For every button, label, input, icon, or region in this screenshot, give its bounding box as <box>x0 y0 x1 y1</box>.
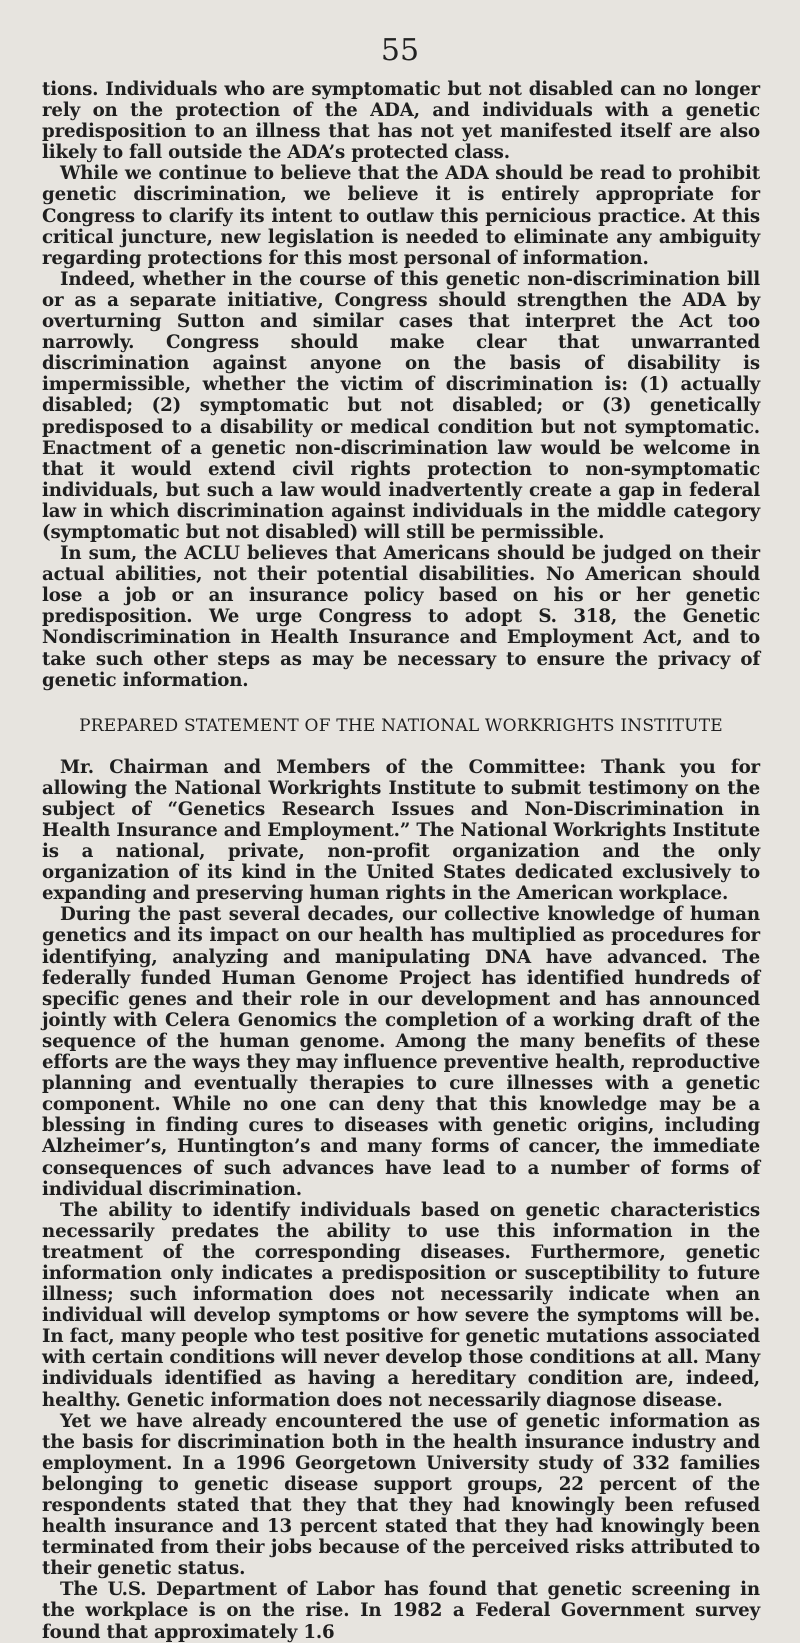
paragraph-intro: Mr. Chairman and Members of the Committee: Thank you for allowing the National Workrights Institute to submit testimony on the subject of “Genetics Research Issues and Non-Discrimination in Health Insurance and Employment.” The National Workrights Institute is a national, private, non-profit organization and the only organization of its kind in the United States dedicated exclusively to expanding and preserving human rights in the American workplace. <box>42 756 760 905</box>
paragraph-genetics-knowledge: During the past several decades, our collective knowledge of human genetics and its impact on our health has multiplied as procedures for identifying, analyzing and manipulating DNA have advanced. The federally funded Human Genome Project has identified hundreds of specific genes and their role in our development and has announced jointly with Celera Genomics the completion of a working draft of the sequence of the human genome. Among the many benefits of these efforts are the ways they may influence preventive health, reproductive planning and eventually therapies to cure illnesses with a genetic component. While no one can deny that this knowledge may be a blessing in finding cures to diseases with genetic origins, including Alzheimer’s, Huntington’s and many forms of cancer, the immediate consequences of such advances have lead to a number of forms of individual discrimination. <box>42 904 760 1200</box>
document-body <box>42 79 760 1643</box>
paragraph-strengthen-ada: Indeed, whether in the course of this genetic non-discrimination bill or as a separate initiative, Congress should strengthen the ADA by overturning Sutton and similar cases that interpret the Act too narrowly. Congress should make clear that unwarranted discrimination against anyone on the basis of disability is impermissible, whether the victim of discrimination is: (1) actually disabled; (2) symptomatic but not disabled; or (3) genetically predisposed to a disability or medical condition but not symptomatic. Enactment of a genetic non-discrimination law would be welcome in that it would extend civil rights protection to non-symptomatic individuals, but such a law would inadvertently create a gap in federal law in which discrimination against individuals in the middle category (symptomatic but not disabled) will still be permissible. <box>42 268 760 543</box>
paragraph-aclu-summary: In sum, the ACLU believes that Americans should be judged on their actual abilities, not their potential disabilities. No American should lose a job or an insurance policy based on his or her genetic predisposition. We urge Congress to adopt S. 318, the Genetic Nondiscrimination in Health Insurance and Employment Act, and to take such other steps as may be necessary to ensure the privacy of genetic information. <box>42 543 760 691</box>
paragraph-clarify-intent: While we continue to believe that the ADA should be read to prohibit genetic discrimination, we believe it is entirely appropriate for Congress to clarify its intent to outlaw this pernicious practice. At this critical juncture, new legislation is needed to eliminate any ambiguity regarding protections for this most personal of information. <box>42 163 760 269</box>
paragraph-continuation: tions. Individuals who are symptomatic but not disabled can no longer rely on the protection of the ADA, and individuals with a genetic predisposition to an illness that has not yet manifested itself are also likely to fall outside the ADA’s protected class. <box>42 79 760 164</box>
paragraph-predisposition: The ability to identify individuals based on genetic characteristics necessarily predates the ability to use this information in the treatment of the corresponding diseases. Furthermore, genetic information only indicates a predisposition or susceptibility to future illness; such information does not necessarily indicate when an individual will develop symptoms or how severe the symptoms will be. In fact, many people who test positive for genetic mutations associated with certain conditions will never develop those conditions at all. Many individuals identified as having a hereditary condition are, indeed, healthy. Genetic information does not necessarily diagnose disease. <box>42 1199 760 1411</box>
paragraph-discrimination-study: Yet we have already encountered the use of genetic information as the basis for discrimination both in the health insurance industry and employment. In a 1996 Georgetown University study of 332 families belonging to genetic disease support groups, 22 percent of the respondents stated that they that they had knowingly been refused health insurance and 13 percent stated that they had knowingly been terminated from their jobs because of the perceived risks attributed to their genetic status. <box>42 1410 760 1580</box>
paragraph-labor-findings: The U.S. Department of Labor has found that genetic screening in the workplace is on the rise. In 1982 a Federal Government survey found that approximately 1.6 <box>42 1579 760 1643</box>
section-heading: PREPARED STATEMENT OF THE NATIONAL WORKRIGHTS INSTITUTE <box>79 715 723 736</box>
page-number: 55 <box>380 33 420 68</box>
